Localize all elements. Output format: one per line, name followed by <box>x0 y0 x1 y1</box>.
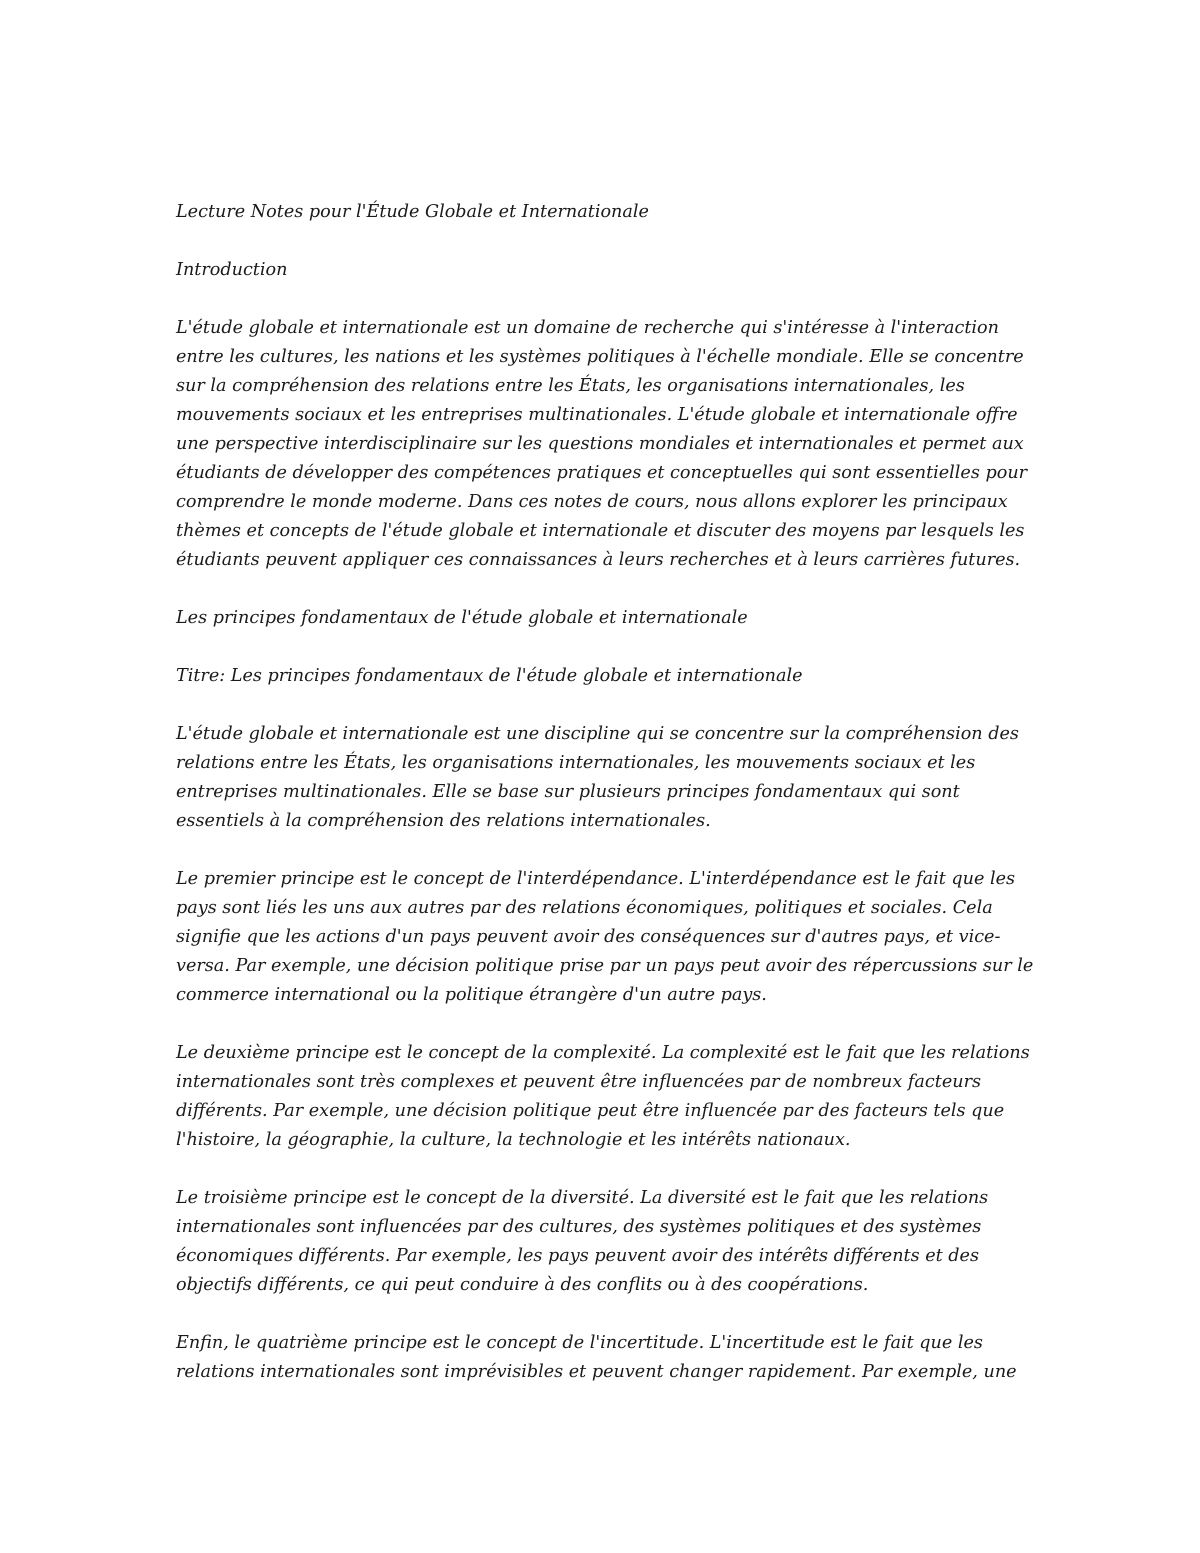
section-heading-principles: Les principes fondamentaux de l'étude globale et internationale <box>176 608 748 628</box>
section-heading-titre: Titre: Les principes fondamentaux de l'étude globale et internationale <box>176 666 803 686</box>
section-heading-introduction: Introduction <box>176 260 288 280</box>
paragraph-second-principle: Le deuxième principe est le concept de la complexité. La complexité est le fait que les relations internationales sont très complexes et peuvent être influencées par de nombreux facteurs différents. Par exemple, une décision politique peut être influencée par des facteurs tels que l'histoire, la géographie, la culture, la technologie et les intérêts nationaux. <box>176 1043 1030 1150</box>
paragraph-overview: L'étude globale et internationale est une discipline qui se concentre sur la compréhension des relations entre les États, les organisations internationales, les mouvements sociaux et les entreprises multinationales. Elle se base sur plusieurs principes fondamentaux qui sont essentiels à la compréhension des relations internationales. <box>176 724 1019 831</box>
document-body <box>176 198 1038 1387</box>
paragraph-fourth-principle: Enfin, le quatrième principe est le concept de l'incertitude. L'incertitude est le fait que les relations internationales sont imprévisibles et peuvent changer rapidement. Par exemple, une <box>176 1333 1017 1382</box>
paragraph-third-principle: Le troisième principe est le concept de la diversité. La diversité est le fait que les relations internationales sont influencées par des cultures, des systèmes politiques et des systèmes économiques différents. Par exemple, les pays peuvent avoir des intérêts différents et des objectifs différents, ce qui peut conduire à des conflits ou à des coopérations. <box>176 1188 989 1295</box>
document-title: Lecture Notes pour l'Étude Globale et Internationale <box>176 202 649 222</box>
paragraph-introduction: L'étude globale et internationale est un domaine de recherche qui s'intéresse à l'interaction entre les cultures, les nations et les systèmes politiques à l'échelle mondiale. Elle se concentre sur la compréhension des relations entre les États, les organisations internationales, les mouvements sociaux et les entreprises multinationales. L'étude globale et internationale offre une perspective interdisciplinaire sur les questions mondiales et internationales et permet aux étudiants de développer des compétences pratiques et conceptuelles qui sont essentielles pour comprendre le monde moderne. Dans ces notes de cours, nous allons explorer les principaux thèmes et concepts de l'étude globale et internationale et discuter des moyens par lesquels les étudiants peuvent appliquer ces connaissances à leurs recherches et à leurs carrières futures. <box>176 318 1028 570</box>
paragraph-first-principle: Le premier principe est le concept de l'interdépendance. L'interdépendance est le fait que les pays sont liés les uns aux autres par des relations économiques, politiques et sociales. Cela signifie que les actions d'un pays peuvent avoir des conséquences sur d'autres pays, et vice-versa. Par exemple, une décision politique prise par un pays peut avoir des répercussions sur le commerce international ou la politique étrangère d'un autre pays. <box>176 869 1034 1005</box>
